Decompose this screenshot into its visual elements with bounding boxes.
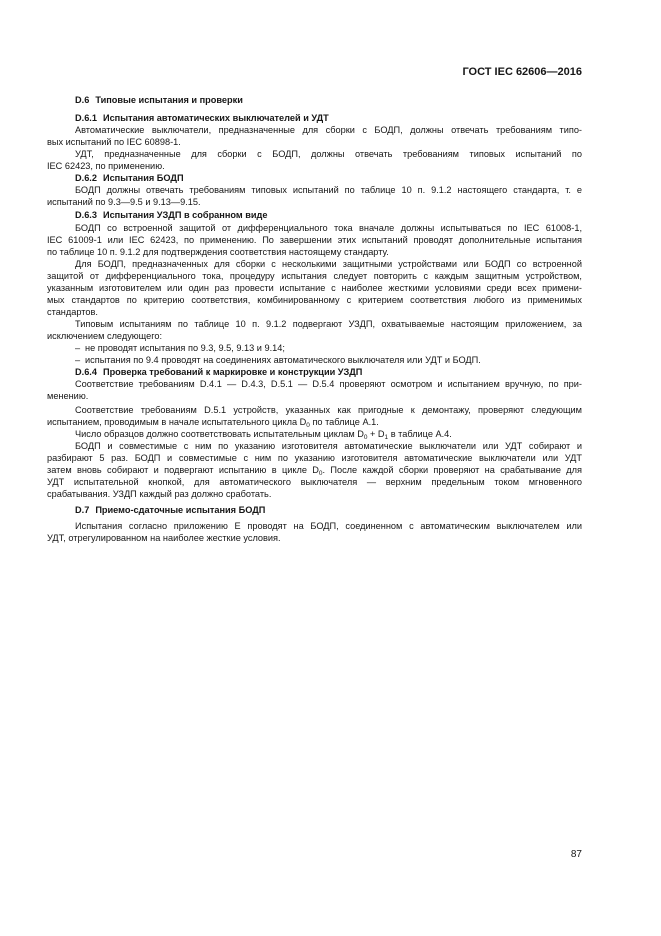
subscript: 0 <box>318 469 323 477</box>
paragraph <box>47 318 582 342</box>
exception-list <box>47 342 582 366</box>
paragraph <box>47 440 582 500</box>
text-line: по таблице 10 п. 9.1.2 для подтверждения соответствия настоящему стандарту. <box>47 247 389 257</box>
text-line: разбирают 5 раз. БОДП и совместимые с ним по указанию изготовителя автоматические выключатели или УДТ <box>47 453 582 463</box>
paragraph <box>47 184 582 208</box>
text-line: Соответствие требованиям D.4.1 — D.4.3, D.5.1 — D.5.4 проверяют осмотром и испытанием вручную, по при- <box>75 379 582 389</box>
heading-number: D.6 <box>75 95 90 105</box>
text-line: исключением следующего: <box>47 331 163 341</box>
paragraph <box>47 148 582 172</box>
bullet-marker: – <box>75 355 81 365</box>
subscript: 0 <box>363 433 368 441</box>
heading-number: D.7 <box>75 505 90 515</box>
bullet-marker: – <box>75 343 81 353</box>
text-line: вых испытаний по IEC 60898-1. <box>47 137 181 147</box>
text-line: мых стандартов по критерию соответствия, комбинированному с критерием соответствия любого из применимых <box>47 295 582 305</box>
text-line: БОДП должны отвечать требованиям типовых испытаний по таблице 10 п. 9.1.2 настоящего стандарта, т. е <box>75 185 582 195</box>
subscript: 1 <box>384 433 389 441</box>
text-segment: в таблице А.4. <box>388 429 452 439</box>
heading-title: Испытания УЗДП в собранном виде <box>102 210 268 220</box>
heading-title: Испытания автоматических выключателей и УДТ <box>102 113 329 123</box>
text-line: БОДП со встроенной защитой от дифференциального тока вначале должны испытываться по IEC 61008-1, <box>75 223 582 233</box>
text-line: УДТ испытательной кнопкой, для автоматического выключателя — верхним предельным током мгновенного <box>47 477 582 487</box>
text-line: менению. <box>47 391 89 401</box>
list-item-text: не проводят испытания по 9.3, 9.5, 9.13 и 9.14; <box>85 343 285 353</box>
text-line: Испытания согласно приложению Е проводят на БОДП, соединенном с автоматическим выключателем или <box>75 521 582 531</box>
heading-number: D.6.3 <box>75 210 97 220</box>
subsection-heading-d6-2 <box>47 172 582 184</box>
page-number: 87 <box>570 849 582 860</box>
text-line: испытаний по 9.3—9.5 и 9.13—9.15. <box>47 197 201 207</box>
text-line: УДТ, предназначенные для сборки с БОДП, должны отвечать требованиям типовых испытаний по <box>75 149 582 159</box>
text-line: Автоматические выключатели, предназначенные для сборки с БОДП, должны отвечать требованиям типо- <box>75 125 582 135</box>
text-segment: по таблице А.1. <box>309 417 379 427</box>
subsection-heading-d6-4 <box>47 366 582 378</box>
text-line: БОДП и совместимые с ним по указанию изготовителя автоматические выключатели или УДТ собирают и <box>75 441 582 451</box>
paragraph <box>47 124 582 148</box>
text-line: Типовым испытаниям по таблице 10 п. 9.1.2 подвергают УЗДП, охватываемые настоящим приложением, за <box>75 319 582 329</box>
heading-number: D.6.4 <box>75 367 97 377</box>
subscript: 0 <box>306 421 310 429</box>
paragraph <box>47 222 582 258</box>
subsection-heading-d6-1 <box>47 112 582 124</box>
heading-number: D.6.1 <box>75 113 97 123</box>
text-line: Для БОДП, предназначенных для сборки с несколькими защитными устройствами или БОДП со встроенной <box>75 259 582 269</box>
paragraph <box>47 378 582 402</box>
paragraph <box>47 428 582 440</box>
text-line <box>47 464 582 476</box>
heading-title: Испытания БОДП <box>102 173 184 183</box>
text-segment: испытанием, проводимым в начале испытательного цикла D <box>47 417 307 427</box>
standard-code-header: ГОСТ IEC 62606—2016 <box>462 66 582 78</box>
paragraph <box>47 404 582 428</box>
text-segment: затем вновь собирают и подвергают испытанию в цикле D <box>47 465 319 475</box>
document-body <box>47 94 582 544</box>
list-item <box>47 354 582 366</box>
text-line <box>47 416 582 428</box>
list-item <box>47 342 582 354</box>
heading-title: Приемо-сдаточные испытания БОДП <box>95 505 266 515</box>
text-segment: . После каждой сборки проверяют на срабатывание для <box>322 465 582 475</box>
heading-title: Проверка требований к маркировке и конструкции УЗДП <box>102 367 363 377</box>
paragraph <box>47 520 582 544</box>
section-heading-d6 <box>47 94 582 106</box>
list-item-text: испытания по 9.4 проводят на соединениях автоматического выключателя или УДТ и БОДП. <box>85 355 481 365</box>
text-line <box>47 428 582 440</box>
text-line: срабатывания. УЗДП каждый раз должно сработать. <box>47 489 272 499</box>
text-segment: Число образцов должно соответствовать испытательным циклам D <box>75 429 364 439</box>
text-line: стандартов. <box>47 307 98 317</box>
text-line: Соответствие требованиям D.5.1 устройств, указанных как пригодные к демонтажу, проверяют следующим <box>75 405 582 415</box>
text-line: IEC 62423, по применению. <box>47 161 165 171</box>
text-line: IEC 61009-1 или IEC 62423, по применению. По завершении этих испытаний проводят дополнительные испытания <box>47 235 582 245</box>
text-line: УДТ, отрегулированном на наиболее жесткие условия. <box>47 533 281 543</box>
heading-number: D.6.2 <box>75 173 97 183</box>
text-line: указанным изготовителем или один раз провести испытание с наиболее жесткими условиями среди всех примени- <box>47 283 582 293</box>
text-line: защитой от дифференциального тока, процедуру испытания следует повторить с каждым защитным устройством, <box>47 271 582 281</box>
subsection-heading-d6-3 <box>47 209 582 221</box>
heading-title: Типовые испытания и проверки <box>95 95 243 105</box>
text-segment: + D <box>367 429 385 439</box>
paragraph <box>47 258 582 318</box>
section-heading-d7 <box>47 504 582 516</box>
